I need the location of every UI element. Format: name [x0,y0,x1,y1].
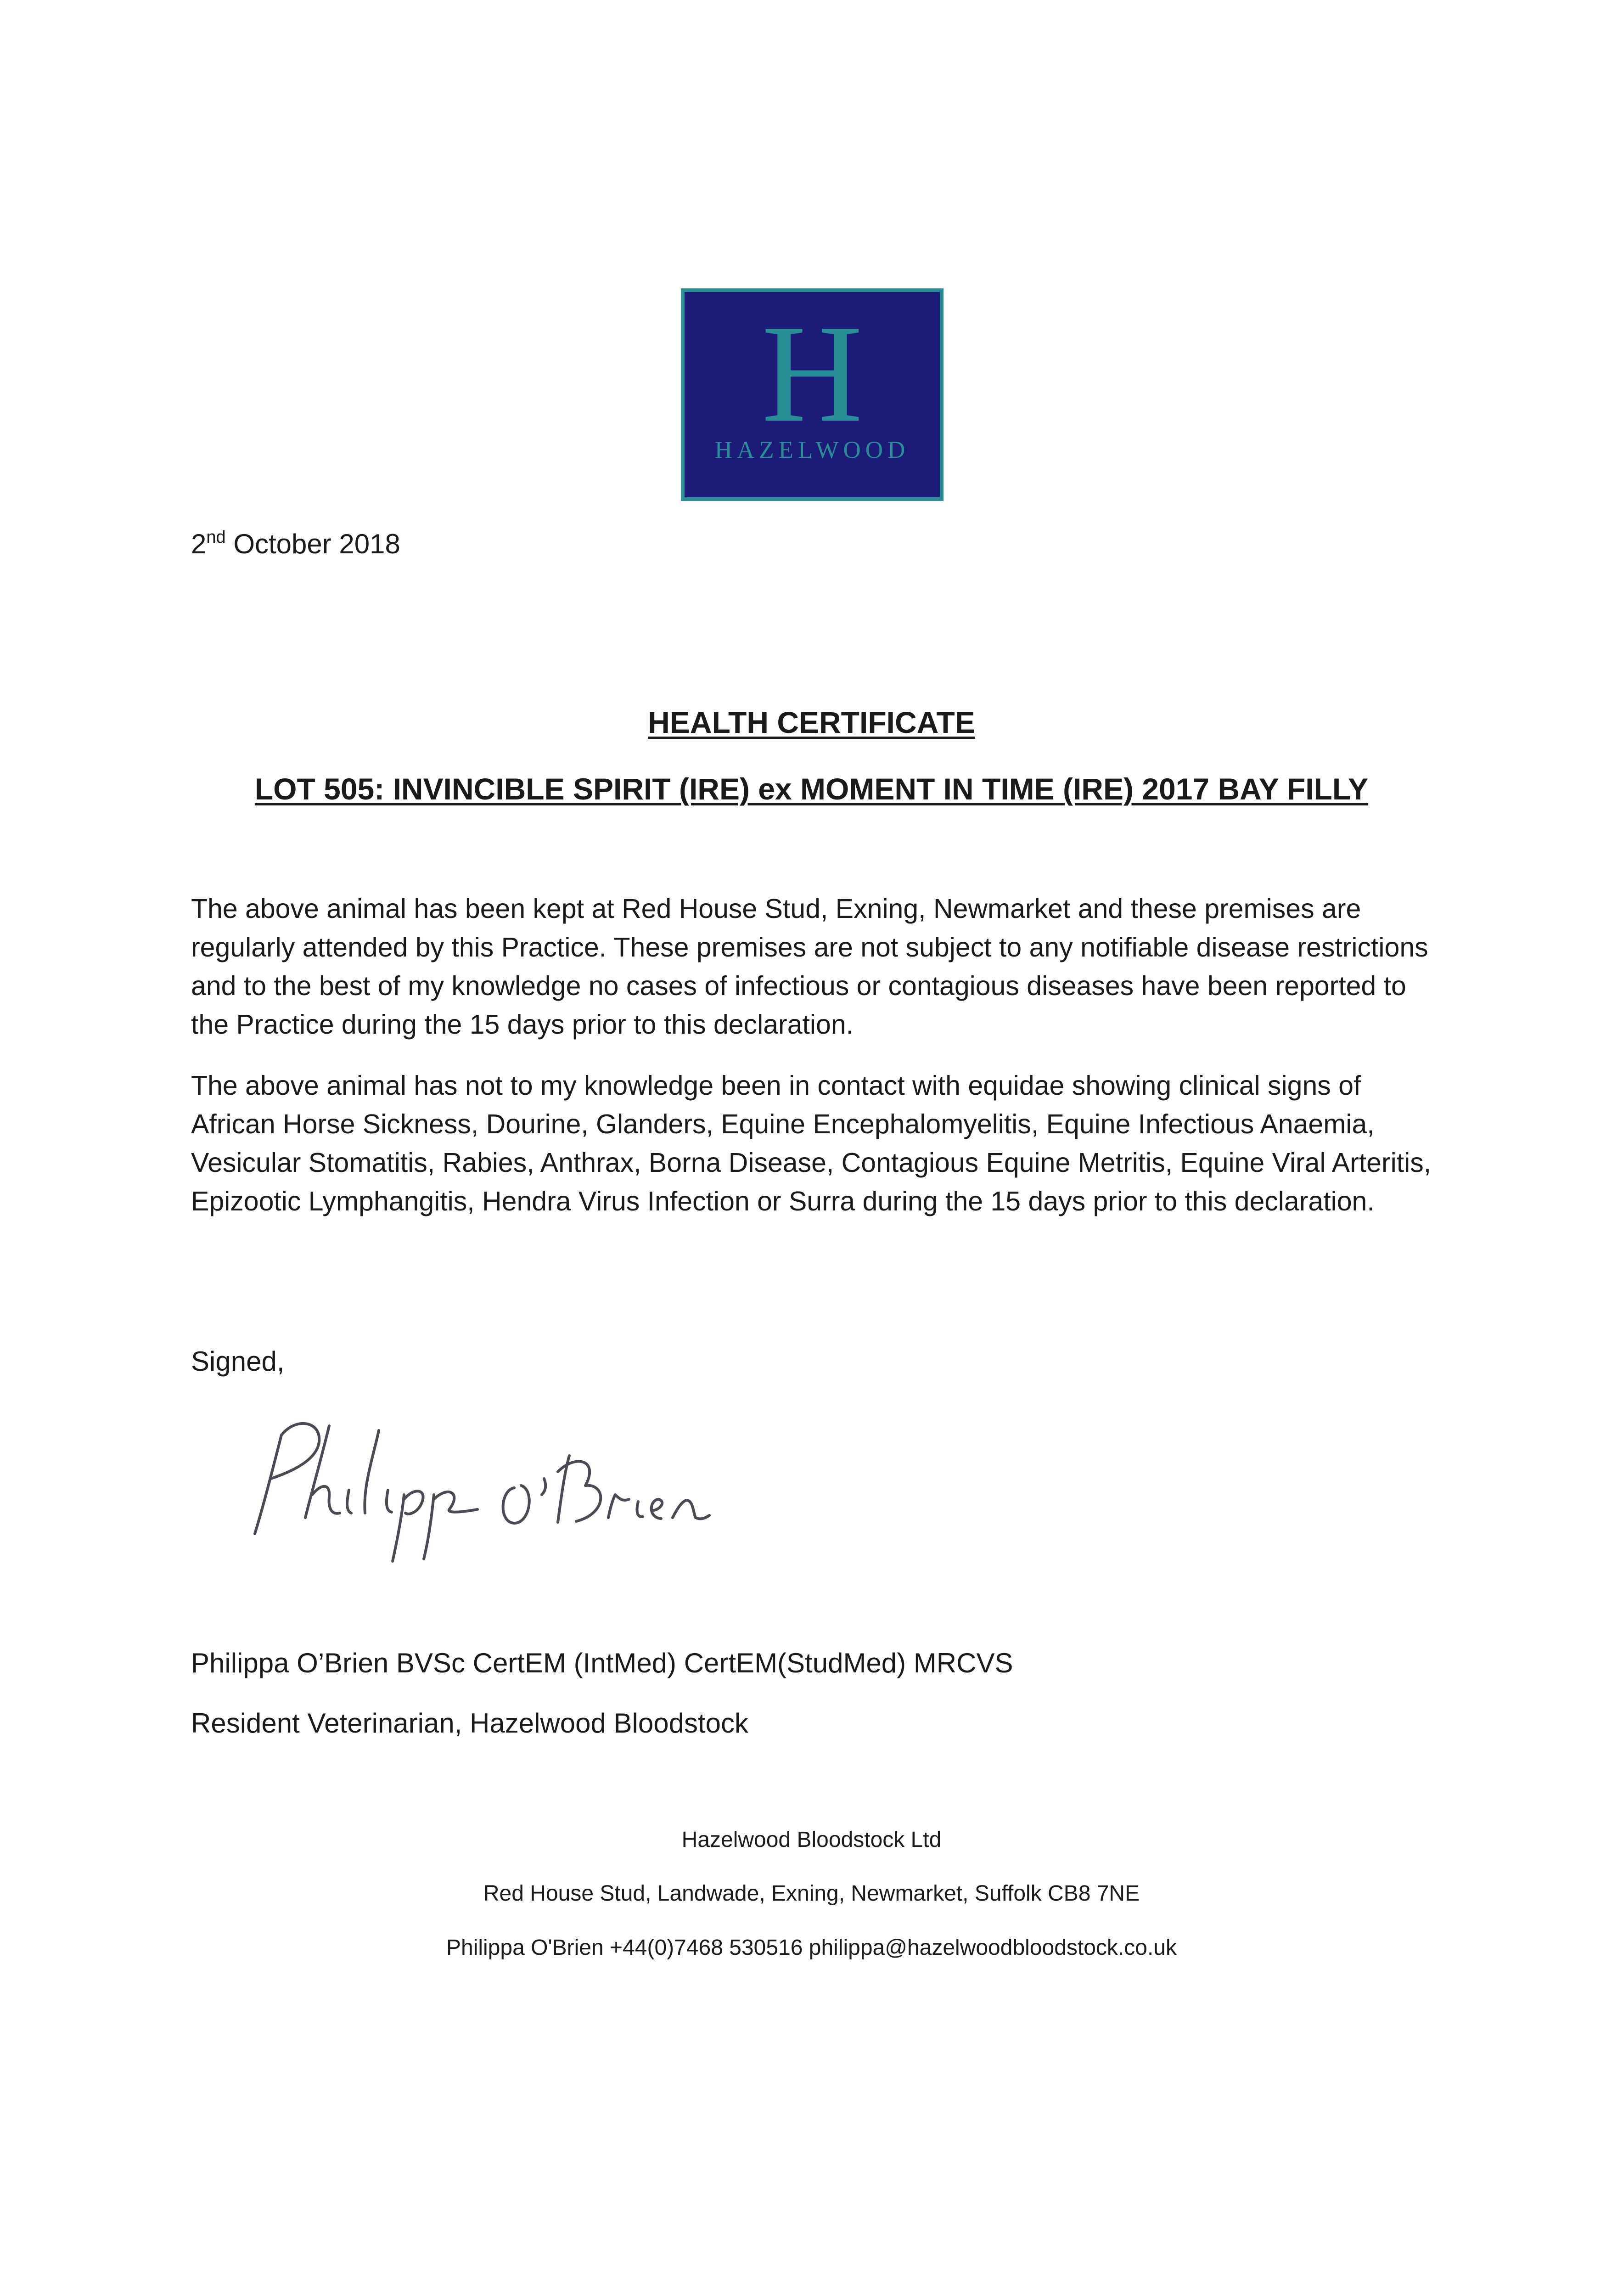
footer-contact: Philippa O'Brien +44(0)7468 530516 philippa@hazelwoodbloodstock.co.uk [446,1936,1177,1960]
date-day: 2 [191,529,207,559]
lot-heading: LOT 505: INVINCIBLE SPIRIT (IRE) ex MOMENT IN TIME (IRE) 2017 BAY FILLY [254,772,1369,806]
footer-address: Red House Stud, Landwade, Exning, Newmarket, Suffolk CB8 7NE [483,1881,1140,1906]
date-ordinal-suffix: nd [206,528,226,547]
premises-declaration-paragraph: The above animal has been kept at Red House Stud, Exning, Newmarket and these premises are regularly attended by this Practice. These premises are not subject to any notifiable disease restrictions and to the best of my knowledge no cases of infectious or contagious diseases have been reported to the Practice during the 15 days prior to this declaration. [191,894,1428,1040]
signed-label: Signed, [191,1346,285,1377]
signatory-role: Resident Veterinarian, Hazelwood Bloodstock [191,1708,749,1739]
certificate-title: HEALTH CERTIFICATE [648,705,975,739]
disease-contact-paragraph: The above animal has not to my knowledge been in contact with equidae showing clinical signs of African Horse Sickness, Dourine, Glanders, Equine Encephalomyelitis, Equine Infectious Anaemia, Vesicular Stomatitis, Rabies, Anthrax, Borna Disease, Contagious Equine Metritis, Equine Viral Arteritis, Epizootic Lymphangitis, Hendra Virus Infection or Surra during the 15 days prior to this declaration. [191,1070,1432,1216]
signatory-name: Philippa O’Brien BVSc CertEM (IntMed) CertEM(StudMed) MRCVS [191,1648,1013,1678]
footer-company: Hazelwood Bloodstock Ltd [681,1828,942,1852]
logo-wordmark: HAZELWOOD [714,437,910,463]
hazelwood-logo [681,288,943,501]
logo-letter: H [761,296,863,451]
date-month-year: October 2018 [225,529,400,559]
handwritten-signature [227,1403,732,1568]
document-date [191,526,400,563]
